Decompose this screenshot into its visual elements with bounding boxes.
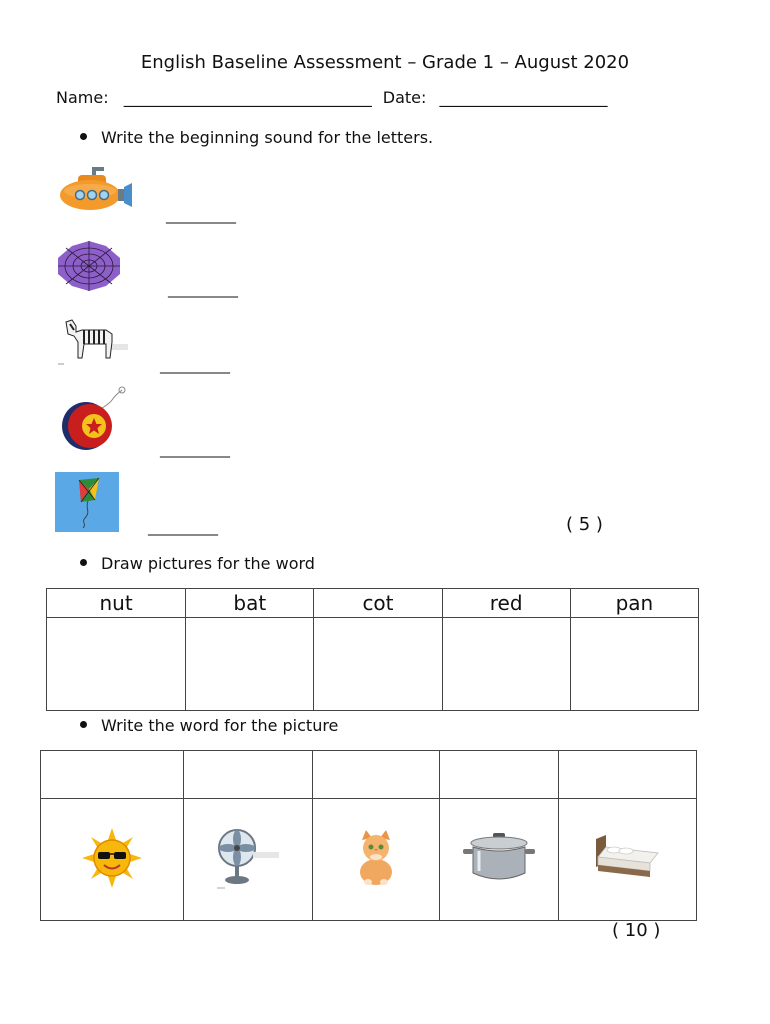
picture-cell: [41, 799, 184, 921]
picture-cell: [183, 799, 312, 921]
table-header-row: [47, 589, 699, 618]
bullet: [80, 559, 87, 566]
drawing-cell[interactable]: [186, 618, 314, 711]
table-row: [41, 799, 697, 921]
drawing-cell[interactable]: [47, 618, 186, 711]
date-field[interactable]: _____________________: [439, 88, 608, 107]
picture-cell: [312, 799, 440, 921]
bullet: [80, 721, 87, 728]
cat-icon: [354, 830, 398, 890]
answer-blank-3[interactable]: __________: [160, 358, 230, 374]
instruction-draw-pictures: [80, 554, 315, 573]
answer-blank-1[interactable]: __________: [166, 208, 236, 224]
write-word-table: [40, 750, 697, 921]
answer-blank-5[interactable]: __________: [148, 520, 218, 536]
table-row: [41, 751, 697, 799]
instruction-write-word: [80, 716, 338, 735]
drawing-cell[interactable]: [314, 618, 442, 711]
answer-cell[interactable]: [440, 751, 559, 799]
picture-cell: [440, 799, 559, 921]
answer-blank-2[interactable]: __________: [168, 282, 238, 298]
kite-icon: [55, 472, 119, 532]
sun-icon: [82, 828, 142, 892]
instruction-text: Draw pictures for the word: [101, 554, 315, 573]
name-label: Name:: [56, 88, 109, 107]
word-cell: nut: [47, 589, 186, 618]
score-section1: ( 5 ): [566, 514, 603, 535]
yoyo-icon: [60, 384, 132, 454]
draw-pictures-table: [46, 588, 699, 711]
bed-icon: [592, 835, 664, 885]
word-cell: red: [442, 589, 570, 618]
name-date-line: [56, 88, 608, 107]
word-cell: bat: [186, 589, 314, 618]
instruction-beginning-sound: [80, 128, 433, 147]
bullet: [80, 133, 87, 140]
name-field[interactable]: _______________________________: [123, 88, 372, 107]
answer-cell[interactable]: [183, 751, 312, 799]
drawing-cell[interactable]: [570, 618, 698, 711]
instruction-text: Write the beginning sound for the letters.: [101, 128, 434, 147]
word-cell: pan: [570, 589, 698, 618]
word-cell: cot: [314, 589, 442, 618]
date-label: Date:: [382, 88, 427, 107]
submarine-icon: [56, 165, 134, 215]
answer-cell[interactable]: [41, 751, 184, 799]
fan-icon: [213, 826, 283, 894]
instruction-text: Write the word for the picture: [101, 716, 339, 735]
drawing-cell[interactable]: [442, 618, 570, 711]
pot-icon: [461, 831, 537, 889]
table-row: [47, 618, 699, 711]
spider-web-icon: [54, 240, 124, 292]
picture-cell: [559, 799, 697, 921]
answer-blank-4[interactable]: __________: [160, 442, 230, 458]
answer-cell[interactable]: [559, 751, 697, 799]
page-title: English Baseline Assessment – Grade 1 – August 2020: [140, 52, 630, 73]
zebra-icon: [56, 314, 130, 366]
score-section3: ( 10 ): [612, 920, 661, 941]
answer-cell[interactable]: [312, 751, 440, 799]
